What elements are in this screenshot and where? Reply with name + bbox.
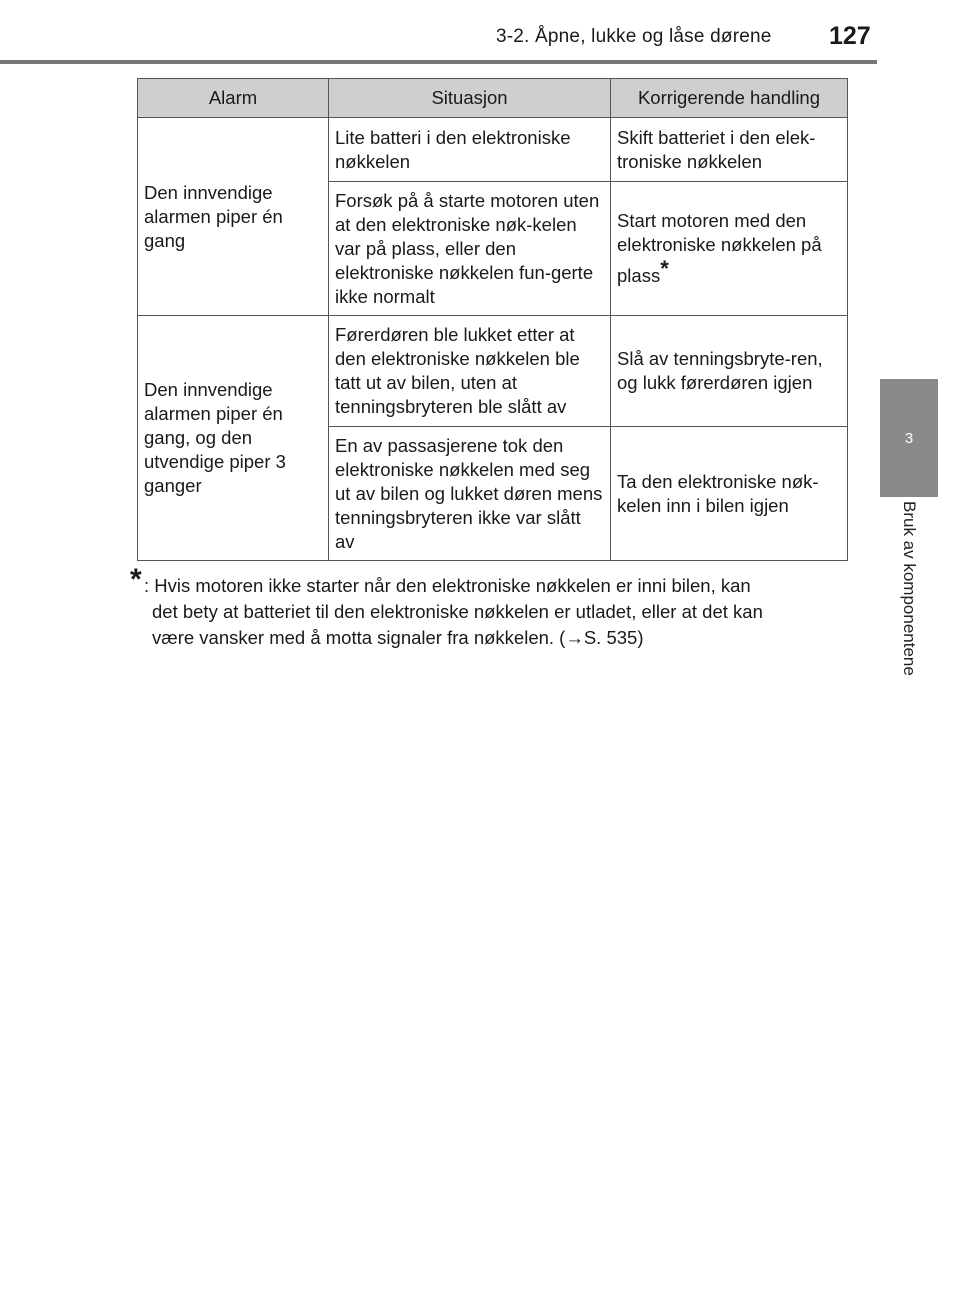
footnote-line: det bety at batteriet til den elektroniske nøkkelen er utladet, eller at det kan [152, 601, 763, 622]
situation-cell: Førerdøren ble lukket etter at den elektroniske nøkkelen ble tatt ut av bilen, uten at tenningsbryteren ble slått av [329, 316, 611, 427]
footnote-marker: * [130, 563, 142, 596]
alarm-table [137, 78, 848, 561]
chapter-title: Bruk av komponentene [900, 501, 919, 676]
chapter-tab-label [880, 497, 938, 817]
section-title: 3-2. Åpne, lukke og låse dørene [496, 26, 772, 47]
action-text: Start motoren med den elektroniske nøkkelen på plass [617, 210, 822, 286]
chapter-tab-number: 3 [880, 379, 938, 497]
alarm-cell: Den innvendige alarmen piper én gang [138, 118, 329, 316]
footnote [130, 563, 842, 651]
action-cell: Slå av tenningsbryte-ren, og lukk førerdøren igjen [611, 316, 848, 427]
footnote-marker: * [660, 256, 669, 281]
alarm-cell: Den innvendige alarmen piper én gang, og den utvendige piper 3 ganger [138, 316, 329, 561]
situation-cell: Forsøk på å starte motoren uten at den elektroniske nøk-kelen var på plass, eller den elektroniske nøkkelen fun-gerte ikke normalt [329, 182, 611, 316]
situation-cell: En av passasjerene tok den elektroniske nøkkelen med seg ut av bilen og lukket døren mens tenningsbryteren ikke var slått av [329, 427, 611, 561]
page-number: 127 [829, 22, 871, 50]
column-header-situation: Situasjon [329, 79, 611, 118]
action-cell [611, 182, 848, 316]
action-cell: Skift batteriet i den elek-troniske nøkkelen [611, 118, 848, 182]
table-row [138, 316, 848, 427]
table-row [138, 118, 848, 182]
situation-cell: Lite batteri i den elektroniske nøkkelen [329, 118, 611, 182]
table-header-row [138, 79, 848, 118]
footnote-line: : Hvis motoren ikke starter når den elektroniske nøkkelen er inni bilen, kan [144, 575, 751, 596]
action-cell: Ta den elektroniske nøk-kelen inn i bilen igjen [611, 427, 848, 561]
column-header-action: Korrigerende handling [611, 79, 848, 118]
footnote-line: være vansker med å motta signaler fra nøkkelen. (→S. 535) [152, 627, 644, 648]
column-header-alarm: Alarm [138, 79, 329, 118]
header-divider [0, 60, 877, 64]
